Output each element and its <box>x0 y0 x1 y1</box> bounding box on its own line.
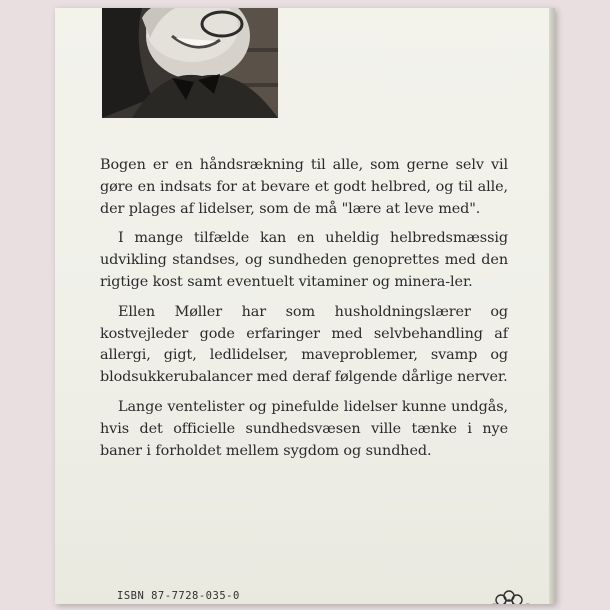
flower-logo-icon <box>479 580 539 604</box>
book-back-cover <box>55 8 555 604</box>
blurb-paragraph-2: I mange tilfælde kan en uheldig helbredsmæssig udvikling standses, og sundheden genoprettes med den rigtige kost samt eventuelt vitaminer og minera-ler. <box>100 230 508 290</box>
blurb-text <box>100 155 508 470</box>
blurb-paragraph-1: Bogen er en håndsrækning til alle, som gerne selv vil gøre en indsats for at bevare et godt helbred, og til alle, der plages af lidelser, som de må "lære at leve med". <box>100 157 508 217</box>
cover-edge <box>549 8 555 604</box>
blurb-paragraph-3: Ellen Møller har som husholdningslærer og kostvejleder gode erfaringer med selvbehandling af allergi, gigt, ledlidelser, maveproblemer, svamp og blodsukkerubalancer med deraf følgende dårlige nerver. <box>100 303 508 386</box>
portrait-image <box>102 8 278 118</box>
author-photo <box>102 8 278 118</box>
isbn-label: ISBN 87-7728-035-0 <box>117 590 240 602</box>
blurb-paragraph-4: Lange ventelister og pinefulde lidelser kunne undgås, hvis det officielle sundhedsvæsen ville tænke i nye baner i forholdet mellem sygdom og sundhed. <box>100 398 508 459</box>
